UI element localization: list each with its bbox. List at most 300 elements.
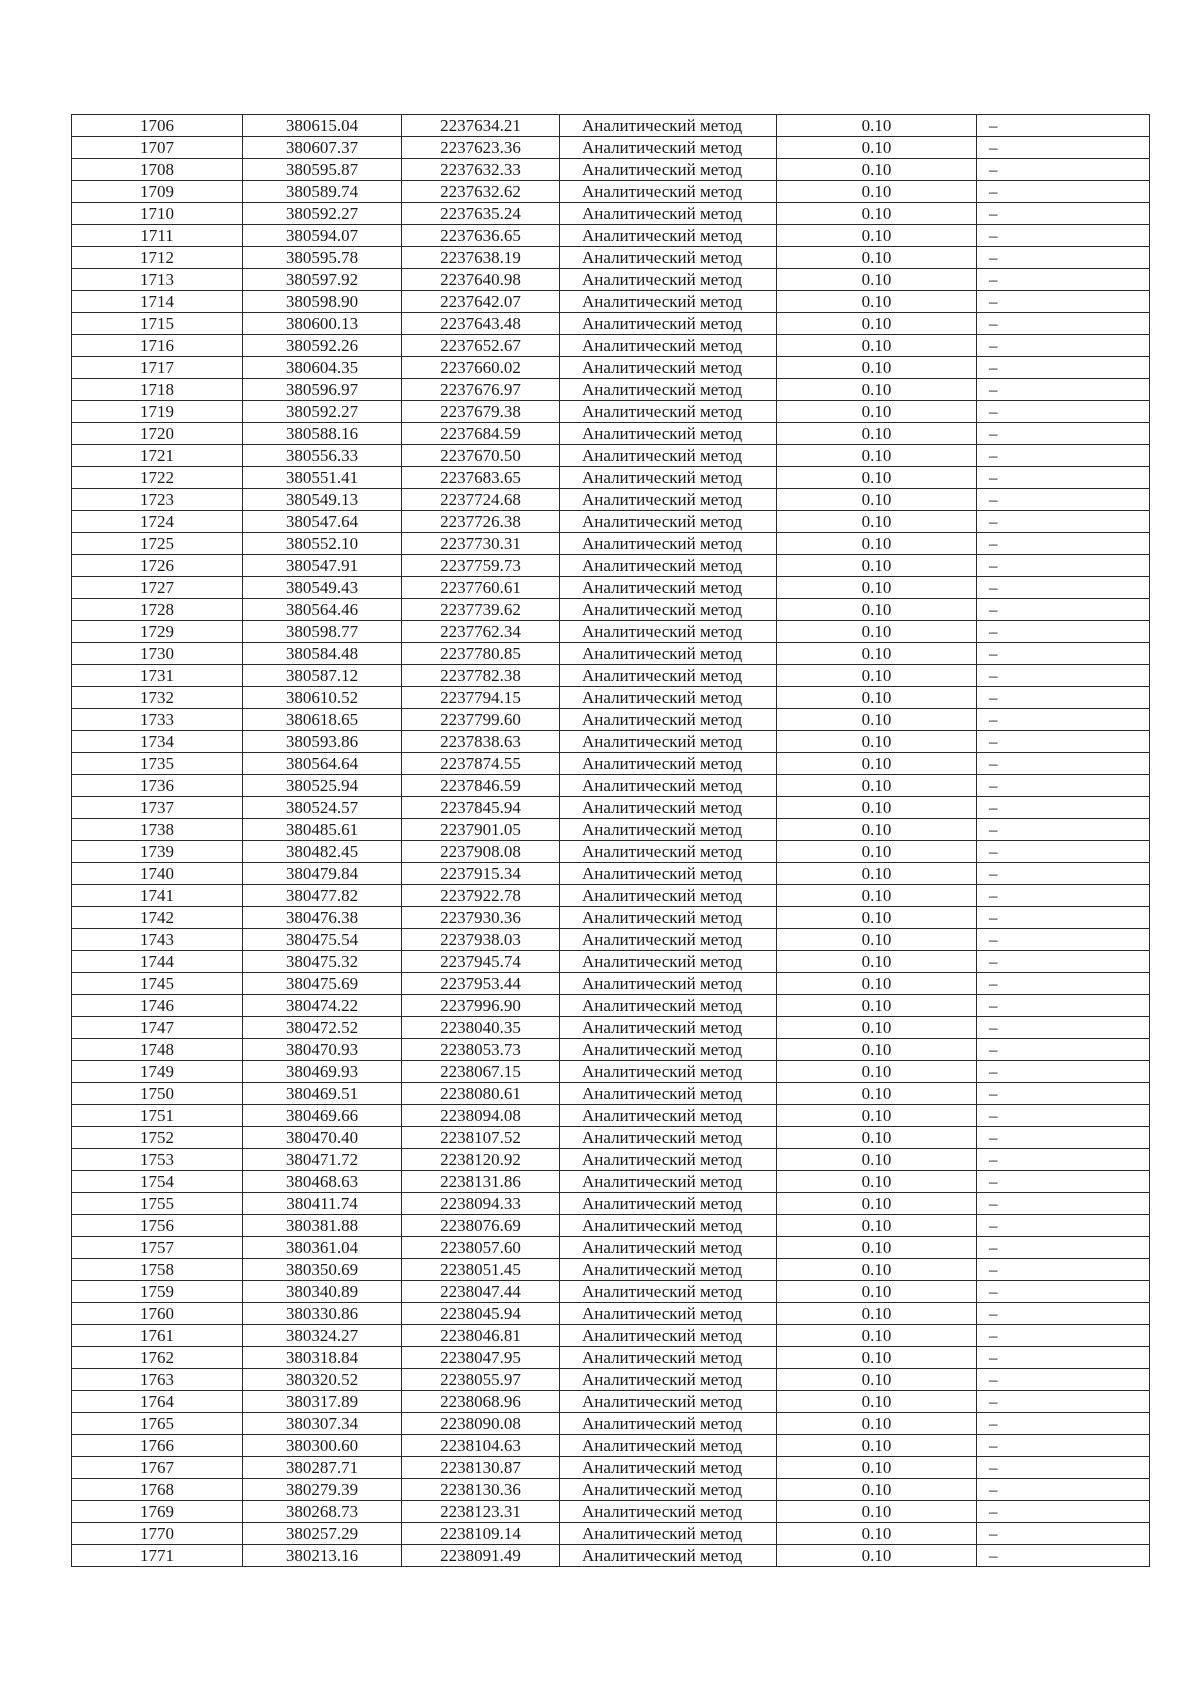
- table-row: [72, 995, 1150, 1017]
- method-cell: Аналитический метод: [560, 1545, 777, 1567]
- method-cell: Аналитический метод: [560, 1237, 777, 1259]
- note-cell: –: [977, 951, 1150, 973]
- method-cell: Аналитический метод: [560, 1127, 777, 1149]
- accuracy-cell: 0.10: [777, 665, 977, 687]
- table-row: [72, 951, 1150, 973]
- y-coordinate-cell: 2238094.08: [402, 1105, 560, 1127]
- table-row: [72, 401, 1150, 423]
- accuracy-cell: 0.10: [777, 313, 977, 335]
- y-coordinate-cell: 2237676.97: [402, 379, 560, 401]
- method-cell: Аналитический метод: [560, 1435, 777, 1457]
- y-coordinate-cell: 2237846.59: [402, 775, 560, 797]
- method-cell: Аналитический метод: [560, 1391, 777, 1413]
- y-coordinate-cell: 2237640.98: [402, 269, 560, 291]
- method-cell: Аналитический метод: [560, 489, 777, 511]
- y-coordinate-cell: 2237670.50: [402, 445, 560, 467]
- method-cell: Аналитический метод: [560, 731, 777, 753]
- point-number-cell: 1714: [72, 291, 243, 313]
- y-coordinate-cell: 2237726.38: [402, 511, 560, 533]
- note-cell: –: [977, 775, 1150, 797]
- x-coordinate-cell: 380547.91: [243, 555, 402, 577]
- point-number-cell: 1757: [72, 1237, 243, 1259]
- point-number-cell: 1770: [72, 1523, 243, 1545]
- method-cell: Аналитический метод: [560, 1193, 777, 1215]
- note-cell: –: [977, 731, 1150, 753]
- table-row: [72, 863, 1150, 885]
- table-row: [72, 577, 1150, 599]
- table-row: [72, 1193, 1150, 1215]
- note-cell: –: [977, 1215, 1150, 1237]
- table-row: [72, 1083, 1150, 1105]
- table-row: [72, 1391, 1150, 1413]
- x-coordinate-cell: 380593.86: [243, 731, 402, 753]
- note-cell: –: [977, 973, 1150, 995]
- method-cell: Аналитический метод: [560, 357, 777, 379]
- x-coordinate-cell: 380340.89: [243, 1281, 402, 1303]
- table-row: [72, 533, 1150, 555]
- note-cell: –: [977, 841, 1150, 863]
- accuracy-cell: 0.10: [777, 775, 977, 797]
- y-coordinate-cell: 2238045.94: [402, 1303, 560, 1325]
- point-number-cell: 1744: [72, 951, 243, 973]
- method-cell: Аналитический метод: [560, 709, 777, 731]
- point-number-cell: 1767: [72, 1457, 243, 1479]
- table-row: [72, 1325, 1150, 1347]
- note-cell: –: [977, 137, 1150, 159]
- x-coordinate-cell: 380588.16: [243, 423, 402, 445]
- note-cell: –: [977, 863, 1150, 885]
- x-coordinate-cell: 380589.74: [243, 181, 402, 203]
- accuracy-cell: 0.10: [777, 1347, 977, 1369]
- table-row: [72, 621, 1150, 643]
- point-number-cell: 1719: [72, 401, 243, 423]
- accuracy-cell: 0.10: [777, 1193, 977, 1215]
- x-coordinate-cell: 380552.10: [243, 533, 402, 555]
- note-cell: –: [977, 753, 1150, 775]
- y-coordinate-cell: 2238067.15: [402, 1061, 560, 1083]
- method-cell: Аналитический метод: [560, 665, 777, 687]
- method-cell: Аналитический метод: [560, 1523, 777, 1545]
- method-cell: Аналитический метод: [560, 1479, 777, 1501]
- point-number-cell: 1718: [72, 379, 243, 401]
- table-row: [72, 203, 1150, 225]
- method-cell: Аналитический метод: [560, 291, 777, 313]
- table-row: [72, 159, 1150, 181]
- point-number-cell: 1735: [72, 753, 243, 775]
- x-coordinate-cell: 380469.93: [243, 1061, 402, 1083]
- method-cell: Аналитический метод: [560, 1303, 777, 1325]
- table-row: [72, 313, 1150, 335]
- table-row: [72, 1215, 1150, 1237]
- y-coordinate-cell: 2237759.73: [402, 555, 560, 577]
- point-number-cell: 1756: [72, 1215, 243, 1237]
- accuracy-cell: 0.10: [777, 423, 977, 445]
- note-cell: –: [977, 1259, 1150, 1281]
- x-coordinate-cell: 380547.64: [243, 511, 402, 533]
- note-cell: –: [977, 1083, 1150, 1105]
- y-coordinate-cell: 2238120.92: [402, 1149, 560, 1171]
- accuracy-cell: 0.10: [777, 1303, 977, 1325]
- point-number-cell: 1760: [72, 1303, 243, 1325]
- x-coordinate-cell: 380330.86: [243, 1303, 402, 1325]
- table-row: [72, 1149, 1150, 1171]
- accuracy-cell: 0.10: [777, 643, 977, 665]
- method-cell: Аналитический метод: [560, 225, 777, 247]
- y-coordinate-cell: 2238104.63: [402, 1435, 560, 1457]
- point-number-cell: 1739: [72, 841, 243, 863]
- method-cell: Аналитический метод: [560, 819, 777, 841]
- note-cell: –: [977, 115, 1150, 137]
- table-row: [72, 181, 1150, 203]
- method-cell: Аналитический метод: [560, 643, 777, 665]
- accuracy-cell: 0.10: [777, 995, 977, 1017]
- note-cell: –: [977, 1061, 1150, 1083]
- point-number-cell: 1725: [72, 533, 243, 555]
- method-cell: Аналитический метод: [560, 951, 777, 973]
- method-cell: Аналитический метод: [560, 555, 777, 577]
- y-coordinate-cell: 2238131.86: [402, 1171, 560, 1193]
- method-cell: Аналитический метод: [560, 115, 777, 137]
- point-number-cell: 1768: [72, 1479, 243, 1501]
- y-coordinate-cell: 2237760.61: [402, 577, 560, 599]
- table-row: [72, 489, 1150, 511]
- accuracy-cell: 0.10: [777, 599, 977, 621]
- method-cell: Аналитический метод: [560, 1061, 777, 1083]
- point-number-cell: 1743: [72, 929, 243, 951]
- method-cell: Аналитический метод: [560, 335, 777, 357]
- method-cell: Аналитический метод: [560, 1039, 777, 1061]
- note-cell: –: [977, 203, 1150, 225]
- x-coordinate-cell: 380482.45: [243, 841, 402, 863]
- x-coordinate-cell: 380324.27: [243, 1325, 402, 1347]
- note-cell: –: [977, 1369, 1150, 1391]
- x-coordinate-cell: 380595.87: [243, 159, 402, 181]
- point-number-cell: 1737: [72, 797, 243, 819]
- x-coordinate-cell: 380411.74: [243, 1193, 402, 1215]
- accuracy-cell: 0.10: [777, 159, 977, 181]
- table-row: [72, 467, 1150, 489]
- x-coordinate-cell: 380596.97: [243, 379, 402, 401]
- table-row: [72, 797, 1150, 819]
- method-cell: Аналитический метод: [560, 1457, 777, 1479]
- table-row: [72, 841, 1150, 863]
- accuracy-cell: 0.10: [777, 511, 977, 533]
- accuracy-cell: 0.10: [777, 1083, 977, 1105]
- method-cell: Аналитический метод: [560, 1281, 777, 1303]
- point-number-cell: 1769: [72, 1501, 243, 1523]
- table-row: [72, 665, 1150, 687]
- point-number-cell: 1711: [72, 225, 243, 247]
- accuracy-cell: 0.10: [777, 863, 977, 885]
- x-coordinate-cell: 380592.27: [243, 401, 402, 423]
- note-cell: –: [977, 621, 1150, 643]
- point-number-cell: 1755: [72, 1193, 243, 1215]
- point-number-cell: 1713: [72, 269, 243, 291]
- table-row: [72, 423, 1150, 445]
- note-cell: –: [977, 819, 1150, 841]
- point-number-cell: 1726: [72, 555, 243, 577]
- table-row: [72, 137, 1150, 159]
- y-coordinate-cell: 2238130.87: [402, 1457, 560, 1479]
- note-cell: –: [977, 291, 1150, 313]
- point-number-cell: 1753: [72, 1149, 243, 1171]
- table-row: [72, 357, 1150, 379]
- note-cell: –: [977, 533, 1150, 555]
- method-cell: Аналитический метод: [560, 533, 777, 555]
- x-coordinate-cell: 380594.07: [243, 225, 402, 247]
- method-cell: Аналитический метод: [560, 687, 777, 709]
- table-row: [72, 643, 1150, 665]
- accuracy-cell: 0.10: [777, 1017, 977, 1039]
- point-number-cell: 1745: [72, 973, 243, 995]
- point-number-cell: 1710: [72, 203, 243, 225]
- method-cell: Аналитический метод: [560, 269, 777, 291]
- table-row: [72, 335, 1150, 357]
- note-cell: –: [977, 687, 1150, 709]
- note-cell: –: [977, 1391, 1150, 1413]
- point-number-cell: 1734: [72, 731, 243, 753]
- table-row: [72, 885, 1150, 907]
- point-number-cell: 1761: [72, 1325, 243, 1347]
- method-cell: Аналитический метод: [560, 1369, 777, 1391]
- y-coordinate-cell: 2238107.52: [402, 1127, 560, 1149]
- note-cell: –: [977, 709, 1150, 731]
- table-row: [72, 907, 1150, 929]
- note-cell: –: [977, 1435, 1150, 1457]
- method-cell: Аналитический метод: [560, 1105, 777, 1127]
- point-number-cell: 1748: [72, 1039, 243, 1061]
- table-row: [72, 1457, 1150, 1479]
- point-number-cell: 1722: [72, 467, 243, 489]
- y-coordinate-cell: 2237730.31: [402, 533, 560, 555]
- table-row: [72, 1435, 1150, 1457]
- x-coordinate-cell: 380350.69: [243, 1259, 402, 1281]
- table-row: [72, 511, 1150, 533]
- accuracy-cell: 0.10: [777, 885, 977, 907]
- y-coordinate-cell: 2237652.67: [402, 335, 560, 357]
- y-coordinate-cell: 2237635.24: [402, 203, 560, 225]
- accuracy-cell: 0.10: [777, 973, 977, 995]
- x-coordinate-cell: 380615.04: [243, 115, 402, 137]
- y-coordinate-cell: 2238130.36: [402, 1479, 560, 1501]
- method-cell: Аналитический метод: [560, 1017, 777, 1039]
- accuracy-cell: 0.10: [777, 797, 977, 819]
- accuracy-cell: 0.10: [777, 951, 977, 973]
- y-coordinate-cell: 2237780.85: [402, 643, 560, 665]
- accuracy-cell: 0.10: [777, 1281, 977, 1303]
- table-row: [72, 775, 1150, 797]
- table-row: [72, 929, 1150, 951]
- point-number-cell: 1771: [72, 1545, 243, 1567]
- accuracy-cell: 0.10: [777, 731, 977, 753]
- note-cell: –: [977, 1149, 1150, 1171]
- coordinates-table: [71, 114, 1150, 1567]
- accuracy-cell: 0.10: [777, 1171, 977, 1193]
- table-row: [72, 731, 1150, 753]
- x-coordinate-cell: 380476.38: [243, 907, 402, 929]
- x-coordinate-cell: 380318.84: [243, 1347, 402, 1369]
- accuracy-cell: 0.10: [777, 335, 977, 357]
- method-cell: Аналитический метод: [560, 181, 777, 203]
- x-coordinate-cell: 380475.69: [243, 973, 402, 995]
- point-number-cell: 1717: [72, 357, 243, 379]
- x-coordinate-cell: 380268.73: [243, 1501, 402, 1523]
- note-cell: –: [977, 555, 1150, 577]
- table-row: [72, 1127, 1150, 1149]
- y-coordinate-cell: 2238080.61: [402, 1083, 560, 1105]
- table-row: [72, 599, 1150, 621]
- accuracy-cell: 0.10: [777, 269, 977, 291]
- table-row: [72, 1039, 1150, 1061]
- y-coordinate-cell: 2237683.65: [402, 467, 560, 489]
- x-coordinate-cell: 380475.32: [243, 951, 402, 973]
- note-cell: –: [977, 1413, 1150, 1435]
- y-coordinate-cell: 2238090.08: [402, 1413, 560, 1435]
- point-number-cell: 1723: [72, 489, 243, 511]
- note-cell: –: [977, 1325, 1150, 1347]
- method-cell: Аналитический метод: [560, 159, 777, 181]
- y-coordinate-cell: 2237838.63: [402, 731, 560, 753]
- x-coordinate-cell: 380279.39: [243, 1479, 402, 1501]
- accuracy-cell: 0.10: [777, 225, 977, 247]
- accuracy-cell: 0.10: [777, 1127, 977, 1149]
- y-coordinate-cell: 2238047.95: [402, 1347, 560, 1369]
- method-cell: Аналитический метод: [560, 995, 777, 1017]
- accuracy-cell: 0.10: [777, 1105, 977, 1127]
- method-cell: Аналитический метод: [560, 775, 777, 797]
- method-cell: Аналитический метод: [560, 1171, 777, 1193]
- note-cell: –: [977, 1303, 1150, 1325]
- method-cell: Аналитический метод: [560, 841, 777, 863]
- note-cell: –: [977, 797, 1150, 819]
- table-row: [72, 247, 1150, 269]
- y-coordinate-cell: 2237915.34: [402, 863, 560, 885]
- y-coordinate-cell: 2237623.36: [402, 137, 560, 159]
- x-coordinate-cell: 380600.13: [243, 313, 402, 335]
- x-coordinate-cell: 380584.48: [243, 643, 402, 665]
- note-cell: –: [977, 1171, 1150, 1193]
- method-cell: Аналитический метод: [560, 797, 777, 819]
- point-number-cell: 1729: [72, 621, 243, 643]
- x-coordinate-cell: 380381.88: [243, 1215, 402, 1237]
- x-coordinate-cell: 380477.82: [243, 885, 402, 907]
- y-coordinate-cell: 2237762.34: [402, 621, 560, 643]
- y-coordinate-cell: 2238040.35: [402, 1017, 560, 1039]
- note-cell: –: [977, 1237, 1150, 1259]
- note-cell: –: [977, 313, 1150, 335]
- point-number-cell: 1766: [72, 1435, 243, 1457]
- method-cell: Аналитический метод: [560, 973, 777, 995]
- method-cell: Аналитический метод: [560, 445, 777, 467]
- x-coordinate-cell: 380475.54: [243, 929, 402, 951]
- accuracy-cell: 0.10: [777, 1435, 977, 1457]
- accuracy-cell: 0.10: [777, 291, 977, 313]
- y-coordinate-cell: 2237908.08: [402, 841, 560, 863]
- point-number-cell: 1728: [72, 599, 243, 621]
- accuracy-cell: 0.10: [777, 577, 977, 599]
- method-cell: Аналитический метод: [560, 1413, 777, 1435]
- point-number-cell: 1709: [72, 181, 243, 203]
- table-row: [72, 1479, 1150, 1501]
- y-coordinate-cell: 2237724.68: [402, 489, 560, 511]
- point-number-cell: 1731: [72, 665, 243, 687]
- table-row: [72, 1259, 1150, 1281]
- note-cell: –: [977, 1501, 1150, 1523]
- x-coordinate-cell: 380525.94: [243, 775, 402, 797]
- y-coordinate-cell: 2238047.44: [402, 1281, 560, 1303]
- x-coordinate-cell: 380597.92: [243, 269, 402, 291]
- x-coordinate-cell: 380485.61: [243, 819, 402, 841]
- table-row: [72, 1545, 1150, 1567]
- note-cell: –: [977, 1479, 1150, 1501]
- point-number-cell: 1763: [72, 1369, 243, 1391]
- point-number-cell: 1708: [72, 159, 243, 181]
- y-coordinate-cell: 2237632.62: [402, 181, 560, 203]
- method-cell: Аналитический метод: [560, 313, 777, 335]
- y-coordinate-cell: 2237996.90: [402, 995, 560, 1017]
- method-cell: Аналитический метод: [560, 1215, 777, 1237]
- note-cell: –: [977, 467, 1150, 489]
- note-cell: –: [977, 269, 1150, 291]
- point-number-cell: 1721: [72, 445, 243, 467]
- x-coordinate-cell: 380595.78: [243, 247, 402, 269]
- table-row: [72, 269, 1150, 291]
- x-coordinate-cell: 380470.40: [243, 1127, 402, 1149]
- x-coordinate-cell: 380287.71: [243, 1457, 402, 1479]
- method-cell: Аналитический метод: [560, 599, 777, 621]
- accuracy-cell: 0.10: [777, 1479, 977, 1501]
- point-number-cell: 1750: [72, 1083, 243, 1105]
- x-coordinate-cell: 380618.65: [243, 709, 402, 731]
- x-coordinate-cell: 380361.04: [243, 1237, 402, 1259]
- accuracy-cell: 0.10: [777, 1457, 977, 1479]
- method-cell: Аналитический метод: [560, 203, 777, 225]
- y-coordinate-cell: 2237632.33: [402, 159, 560, 181]
- x-coordinate-cell: 380257.29: [243, 1523, 402, 1545]
- y-coordinate-cell: 2237643.48: [402, 313, 560, 335]
- table-row: [72, 1237, 1150, 1259]
- method-cell: Аналитический метод: [560, 423, 777, 445]
- table-row: [72, 445, 1150, 467]
- method-cell: Аналитический метод: [560, 621, 777, 643]
- point-number-cell: 1746: [72, 995, 243, 1017]
- table-row: [72, 709, 1150, 731]
- method-cell: Аналитический метод: [560, 137, 777, 159]
- accuracy-cell: 0.10: [777, 555, 977, 577]
- x-coordinate-cell: 380607.37: [243, 137, 402, 159]
- table-row: [72, 1369, 1150, 1391]
- table-row: [72, 687, 1150, 709]
- accuracy-cell: 0.10: [777, 1039, 977, 1061]
- x-coordinate-cell: 380598.77: [243, 621, 402, 643]
- x-coordinate-cell: 380592.26: [243, 335, 402, 357]
- accuracy-cell: 0.10: [777, 1369, 977, 1391]
- note-cell: –: [977, 929, 1150, 951]
- accuracy-cell: 0.10: [777, 1215, 977, 1237]
- y-coordinate-cell: 2237638.19: [402, 247, 560, 269]
- y-coordinate-cell: 2238057.60: [402, 1237, 560, 1259]
- note-cell: –: [977, 1039, 1150, 1061]
- note-cell: –: [977, 511, 1150, 533]
- y-coordinate-cell: 2238076.69: [402, 1215, 560, 1237]
- y-coordinate-cell: 2238051.45: [402, 1259, 560, 1281]
- method-cell: Аналитический метод: [560, 1259, 777, 1281]
- method-cell: Аналитический метод: [560, 1149, 777, 1171]
- note-cell: –: [977, 1127, 1150, 1149]
- table-row: [72, 379, 1150, 401]
- y-coordinate-cell: 2237660.02: [402, 357, 560, 379]
- y-coordinate-cell: 2238046.81: [402, 1325, 560, 1347]
